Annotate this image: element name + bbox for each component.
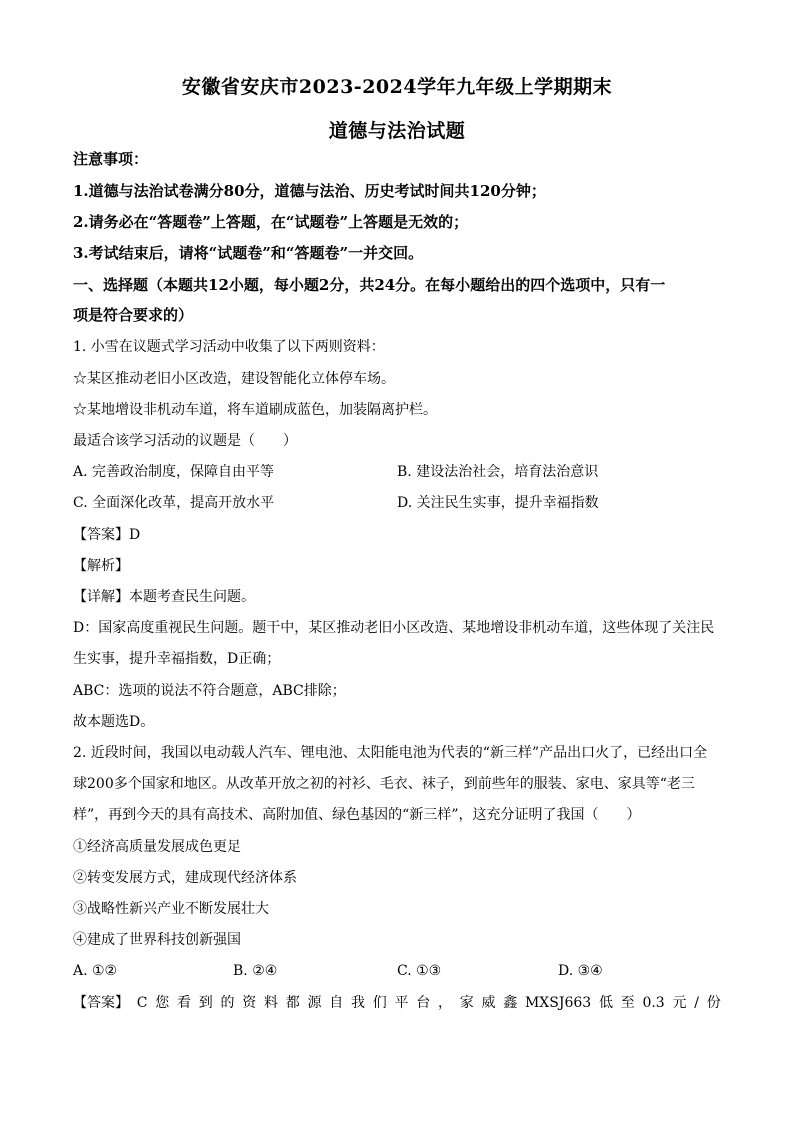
answer-note-char: 到 xyxy=(198,995,213,1011)
q2-answer-line xyxy=(73,994,721,1012)
q1-material-2: ☆某地增设非机动车道，将车道刷成蓝色，加装隔离护栏。 xyxy=(73,402,437,418)
q1-option-a: A. 完善政治制度，保障自由平等 xyxy=(73,464,275,480)
q2-option-c: C. ①③ xyxy=(397,963,442,979)
answer-note-char: 威 xyxy=(481,995,496,1011)
answer-note-char: 自 xyxy=(329,995,344,1011)
answer-note-char: 我 xyxy=(350,995,365,1011)
q2-statement-1: ①经济高质量发展成色更足 xyxy=(73,839,241,855)
answer-note-char: 们 xyxy=(372,995,387,1011)
answer-note-char: 看 xyxy=(176,995,191,1011)
q1-analysis-label: 【解析】 xyxy=(73,558,129,574)
q2-answer-label: 【答案】 xyxy=(73,995,129,1011)
answer-note-char: 台 xyxy=(416,995,431,1011)
notice-item: 2.请务必在“答题卷”上答题，在“试题卷”上答题是无效的； xyxy=(73,213,469,231)
q1-option-b: B. 建设法治社会，培育法治意识 xyxy=(397,464,599,480)
notice-heading: 注意事项： xyxy=(73,150,149,168)
q2-statement-4: ④建成了世界科技创新强国 xyxy=(73,932,241,948)
notice-item: 1.道德与法治试卷满分80分，道德与法治、历史考试时间共120分钟； xyxy=(73,182,546,200)
section-heading: 一、选择题（本题共12小题，每小题2分，共24分。在每小题给出的四个选项中，只有一 xyxy=(73,276,666,294)
answer-note-char: 鑫 xyxy=(503,995,518,1011)
answer-note-char: 的 xyxy=(220,995,235,1011)
answer-note-char: 都 xyxy=(285,995,300,1011)
q1-option-c: C. 全面深化改革，提高开放水平 xyxy=(73,495,275,511)
q2-stem: 2. 近段时间，我国以电动载人汽车、锂电池、太阳能电池为代表的“新三样”产品出口火了，已经出口全 xyxy=(73,745,708,761)
answer-note-char: 您 xyxy=(155,995,170,1011)
q1-conclusion: 故本题选D。 xyxy=(73,714,155,730)
q2-option-b: B. ②④ xyxy=(233,963,278,979)
notice-item: 3.考试结束后，请将“试题卷”和“答题卷”一并交回。 xyxy=(73,244,424,262)
q2-stem-cont: 样”，再到今天的具有高技术、高附加值、绿色基因的“新三样”，这充分证明了我国（ ） xyxy=(73,807,641,823)
q1-analysis-d: D：国家高度重视民生问题。题干中，某区推动老旧小区改造、某地增设非机动车道，这些体现了关注民 xyxy=(73,620,715,636)
q2-stem-cont: 球200多个国家和地区。从改革开放之初的衬衫、毛衣、袜子，到前些年的服装、家电、家具等“老三 xyxy=(73,776,695,792)
q1-material-1: ☆某区推动老旧小区改造，建设智能化立体停车场。 xyxy=(73,371,395,387)
answer-note-char: 料 xyxy=(263,995,278,1011)
answer-note-char: 低 xyxy=(598,995,613,1011)
answer-note-char: 资 xyxy=(242,995,257,1011)
q2-option-a: A. ①② xyxy=(73,963,118,979)
q2-answer-value: C xyxy=(136,995,148,1011)
q1-option-d: D. 关注民生实事，提升幸福指数 xyxy=(397,495,599,511)
q2-statement-3: ③战略性新兴产业不断发展壮大 xyxy=(73,901,269,917)
document-subtitle: 道德与法治试题 xyxy=(328,120,466,142)
answer-note-price: 0.3 xyxy=(642,995,665,1011)
answer-note-char: ， xyxy=(437,995,452,1011)
q2-statement-2: ②转变发展方式，建成现代经济体系 xyxy=(73,870,297,886)
answer-note-char: 元 xyxy=(672,995,687,1011)
answer-note-char: 份 xyxy=(706,995,721,1011)
answer-note-char: / xyxy=(694,995,699,1011)
q1-stem: 1. 小雪在议题式学习活动中收集了以下两则资料： xyxy=(73,339,385,355)
document-title: 安徽省安庆市2023-2024学年九年级上学期期末 xyxy=(181,76,613,98)
q2-option-d: D. ③④ xyxy=(558,963,603,979)
q1-analysis-abc: ABC：选项的说法不符合题意，ABC排除； xyxy=(73,683,346,699)
answer-note-char: 平 xyxy=(394,995,409,1011)
q1-analysis-d-cont: 生实事，提升幸福指数，D正确； xyxy=(73,651,281,667)
answer-note-char: 家 xyxy=(459,995,474,1011)
answer-note-code: MXSJ663 xyxy=(524,995,592,1011)
q1-detail: 【详解】本题考查民生问题。 xyxy=(73,589,255,605)
q1-question: 最适合该学习活动的议题是（ ） xyxy=(73,433,297,449)
answer-note-char: 源 xyxy=(307,995,322,1011)
section-heading-cont: 项是符合要求的） xyxy=(73,306,194,324)
answer-note-char: 至 xyxy=(620,995,635,1011)
q1-answer: 【答案】D xyxy=(73,527,141,543)
